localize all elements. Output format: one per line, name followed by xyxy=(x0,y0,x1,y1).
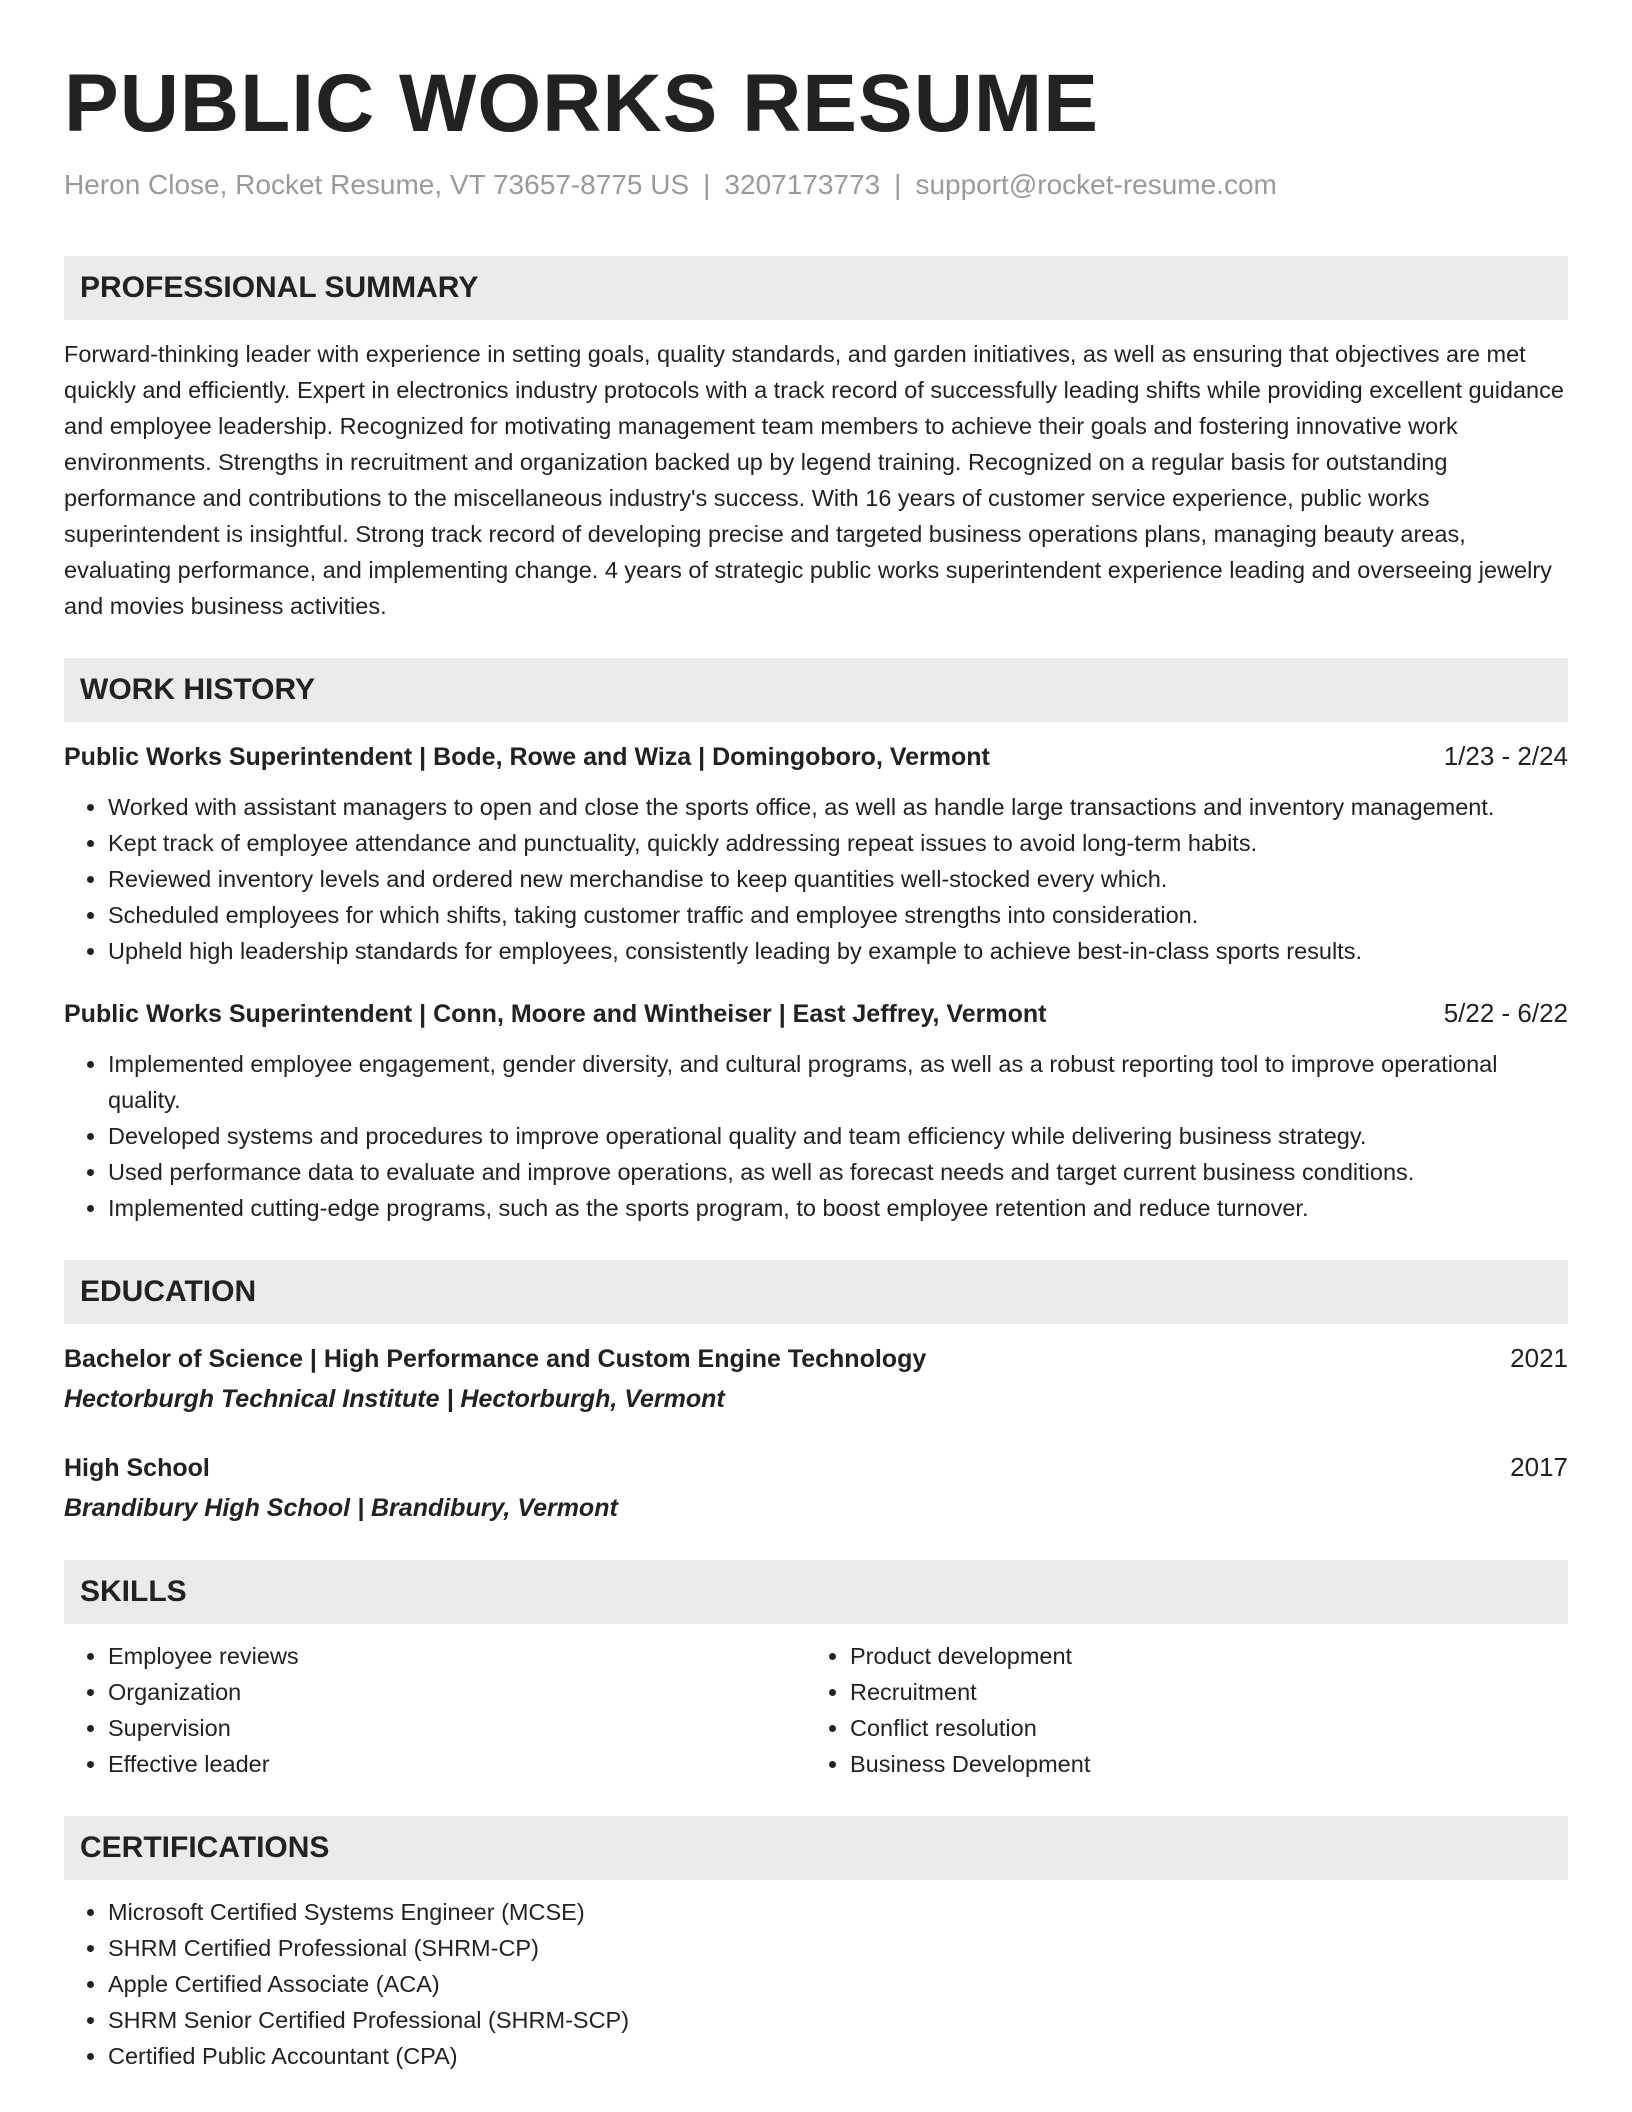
job-bullet: • Upheld high leadership standards for employees, consistently leading by example to achieve best-in-class sports results. xyxy=(108,933,1568,969)
skill-item: • Business Development xyxy=(850,1746,1566,1782)
certification-item: • Microsoft Certified Systems Engineer (MCSE) xyxy=(108,1894,1568,1930)
skill-item: • Effective leader xyxy=(108,1746,806,1782)
resume-title: PUBLIC WORKS RESUME xyxy=(64,58,1099,149)
contact-email: support@rocket-resume.com xyxy=(915,169,1277,200)
job-heading-row xyxy=(64,738,1568,775)
section-header-certifications: CERTIFICATIONS xyxy=(64,1816,1568,1880)
skill-item: • Supervision xyxy=(108,1710,806,1746)
job-bullet: • Scheduled employees for which shifts, taking customer traffic and employee strengths into consideration. xyxy=(108,897,1568,933)
skill-item: • Product development xyxy=(850,1638,1566,1674)
contact-separator: | xyxy=(894,169,902,200)
skill-item: • Organization xyxy=(108,1674,806,1710)
skills-columns xyxy=(64,1638,1568,1782)
education-heading-row xyxy=(64,1449,1568,1486)
certification-item: • Apple Certified Associate (ACA) xyxy=(108,1966,1568,2002)
certification-item: • Certified Public Accountant (CPA) xyxy=(108,2038,1568,2074)
contact-phone: 3207173773 xyxy=(724,169,881,200)
education-entry xyxy=(64,1449,1568,1526)
contact-separator: | xyxy=(703,169,711,200)
section-header-education: EDUCATION xyxy=(64,1260,1568,1324)
skill-item: • Employee reviews xyxy=(108,1638,806,1674)
job-heading-row xyxy=(64,995,1568,1032)
section-header-work-history: WORK HISTORY xyxy=(64,658,1568,722)
job-title: Public Works Superintendent | Bode, Rowe and Wiza | Domingoboro, Vermont xyxy=(64,743,990,771)
job-bullet: • Implemented employee engagement, gender diversity, and cultural programs, as well as a robust reporting tool to improve operational quality. xyxy=(108,1046,1568,1118)
skills-column-left xyxy=(64,1638,806,1782)
contact-line xyxy=(64,166,1568,204)
section-header-summary: PROFESSIONAL SUMMARY xyxy=(64,256,1568,320)
job-dates: 1/23 - 2/24 xyxy=(1443,741,1568,771)
job-bullet: • Developed systems and procedures to improve operational quality and team efficiency while delivering business strategy. xyxy=(108,1118,1568,1154)
job-dates: 5/22 - 6/22 xyxy=(1443,998,1568,1028)
job-title: Public Works Superintendent | Conn, Moore and Wintheiser | East Jeffrey, Vermont xyxy=(64,1000,1047,1028)
skill-item: • Recruitment xyxy=(850,1674,1566,1710)
certifications-list xyxy=(64,1894,1568,2074)
job-bullet: • Kept track of employee attendance and punctuality, quickly addressing repeat issues to avoid long-term habits. xyxy=(108,825,1568,861)
education-year: 2017 xyxy=(1510,1452,1568,1482)
education-year: 2021 xyxy=(1510,1343,1568,1373)
education-degree: High School xyxy=(64,1454,210,1482)
certification-item: • SHRM Certified Professional (SHRM-CP) xyxy=(108,1930,1568,1966)
education-school: Hectorburgh Technical Institute | Hectorburgh, Vermont xyxy=(64,1385,725,1413)
contact-address: Heron Close, Rocket Resume, VT 73657-8775 US xyxy=(64,169,690,200)
education-heading-row xyxy=(64,1340,1568,1377)
certification-item: • SHRM Senior Certified Professional (SHRM-SCP) xyxy=(108,2002,1568,2038)
summary-text: Forward-thinking leader with experience in setting goals, quality standards, and garden initiatives, as well as ensuring that objectives are met quickly and efficiently. Expert in electronics industry protocols with a track record of successfully leading shifts while providing excellent guidance and employee leadership. Recognized for motivating management team members to achieve their goals and fostering innovative work environments. Strengths in recruitment and organization backed up by legend training. Recognized on a regular basis for outstanding performance and contributions to the miscellaneous industry's success. With 16 years of customer service experience, public works superintendent is insightful. Strong track record of developing precise and targeted business operations plans, managing beauty areas, evaluating performance, and implementing change. 4 years of strategic public works superintendent experience leading and overseeing jewelry and movies business activities. xyxy=(64,341,1564,619)
education-school: Brandibury High School | Brandibury, Vermont xyxy=(64,1494,618,1522)
skill-item: • Conflict resolution xyxy=(850,1710,1566,1746)
job-bullet: • Implemented cutting-edge programs, such as the sports program, to boost employee retention and reduce turnover. xyxy=(108,1190,1568,1226)
section-header-skills: SKILLS xyxy=(64,1560,1568,1624)
skills-column-right xyxy=(806,1638,1566,1782)
job-bullets xyxy=(64,789,1568,969)
job-bullet: • Reviewed inventory levels and ordered new merchandise to keep quantities well-stocked every which. xyxy=(108,861,1568,897)
education-degree: Bachelor of Science | High Performance and Custom Engine Technology xyxy=(64,1345,927,1373)
job-bullet: • Worked with assistant managers to open and close the sports office, as well as handle large transactions and inventory management. xyxy=(108,789,1568,825)
job-bullets xyxy=(64,1046,1568,1226)
job-bullet: • Used performance data to evaluate and improve operations, as well as forecast needs and target current business conditions. xyxy=(108,1154,1568,1190)
education-entry xyxy=(64,1340,1568,1417)
